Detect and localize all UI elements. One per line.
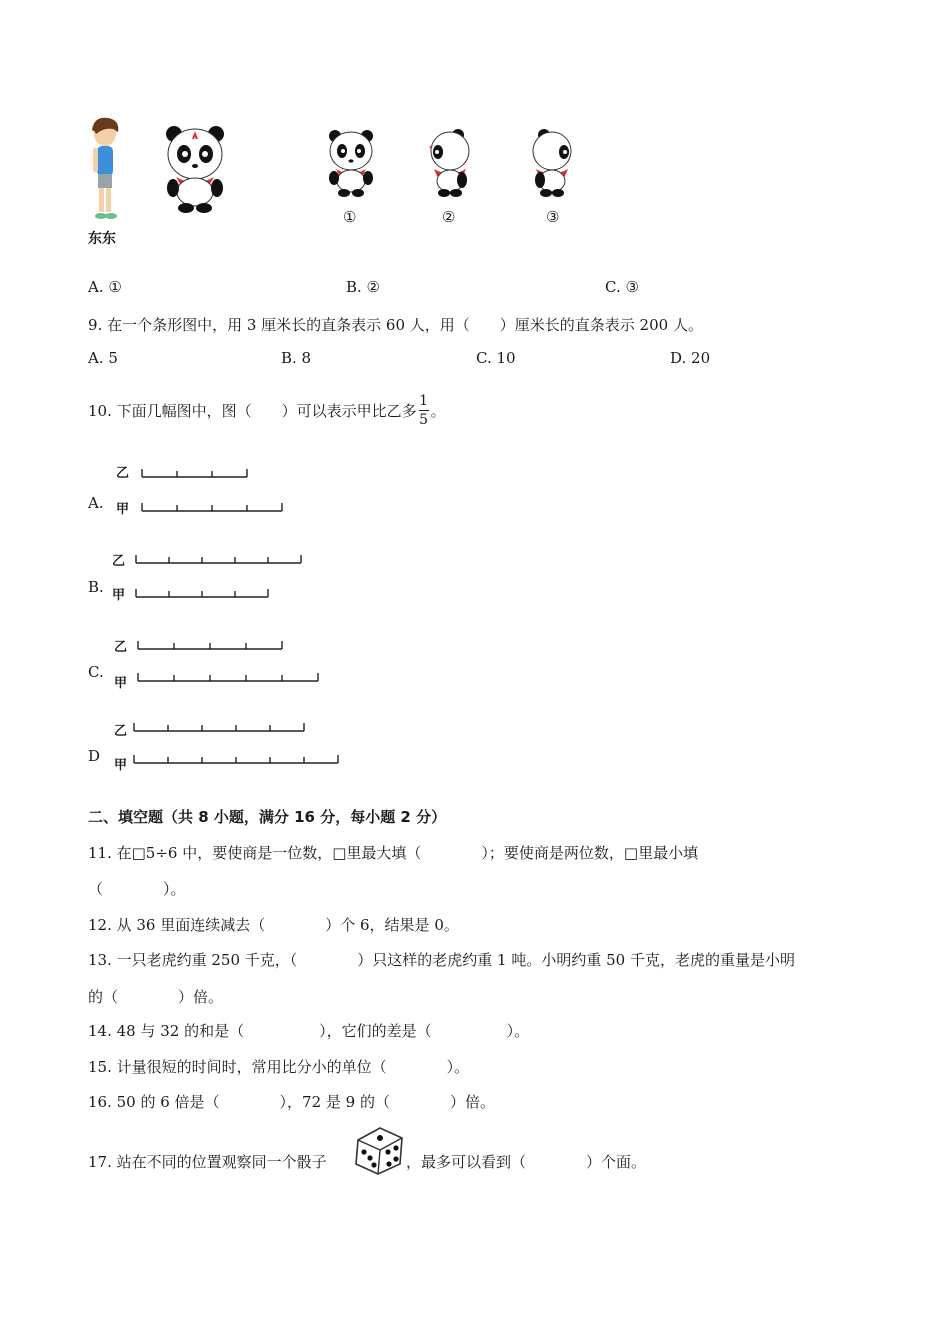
q8-option-c[interactable]: C. ③ xyxy=(605,278,639,296)
person-caption: 东东 xyxy=(88,231,116,247)
q12-question: 12. 从 36 里面连续减去（ ）个 6，结果是 0。 xyxy=(88,916,459,934)
q10-d-yi-label: 乙 xyxy=(114,724,128,739)
q9-option-b[interactable]: B. 8 xyxy=(281,349,312,367)
q10-a-jia-bar-group xyxy=(142,503,282,511)
q14-question: 14. 48 与 32 的和是（ ），它们的差是（ ）。 xyxy=(88,1022,530,1040)
q13-line-1: 13. 一只老虎约重 250 千克，（ ）只这样的老虎约重 1 吨。小明约重 50 千克，老虎的重量是小明 xyxy=(88,951,795,969)
q10-a-yi-bar-group xyxy=(142,469,247,477)
q10-a-jia-label: 甲 xyxy=(116,502,130,517)
q9-option-c[interactable]: C. 10 xyxy=(476,349,516,367)
q17-text-before: 17. 站在不同的位置观察同一个骰子 xyxy=(88,1153,327,1171)
q9-option-a[interactable]: A. 5 xyxy=(88,349,118,367)
q16-question: 16. 50 的 6 倍是（ ），72 是 9 的（ ）倍。 xyxy=(88,1093,495,1111)
q10-b-jia-bar xyxy=(134,586,284,600)
panda-view-3 xyxy=(528,126,578,198)
section-2-heading: 二、填空题（共 8 小题，满分 16 分，每小题 2 分） xyxy=(88,808,447,826)
q10-option-letter-c[interactable]: C. xyxy=(88,663,104,681)
view-label-1: ① xyxy=(343,208,357,226)
q10-b-yi-label: 乙 xyxy=(112,554,126,569)
q10-question xyxy=(88,394,446,427)
q10-c-jia-bar xyxy=(136,670,326,684)
q10-d-yi-bar xyxy=(132,720,312,734)
q10-c-yi-label: 乙 xyxy=(114,640,128,655)
q9-option-d[interactable]: D. 20 xyxy=(670,349,711,367)
boy-figure xyxy=(84,116,128,226)
q10-c-jia-bar-group xyxy=(138,673,318,681)
q10-b-yi-bar xyxy=(134,552,314,566)
q10-fraction xyxy=(419,394,429,427)
q10-a-yi-label: 乙 xyxy=(116,466,130,481)
view-label-2: ② xyxy=(442,208,456,226)
q10-option-letter-d[interactable]: D xyxy=(88,747,101,765)
panda-view-2 xyxy=(424,126,474,198)
q10-b-jia-bar-group xyxy=(136,589,268,597)
q17-question xyxy=(88,1151,327,1172)
q11-line-1: 11. 在□5÷6 中，要使商是一位数，□里最大填（ ）；要使商是两位数，□里最小填 xyxy=(88,844,699,862)
panda-front-large xyxy=(162,122,228,214)
q10-text-before: 10. 下面几幅图中，图（ ）可以表示甲比乙多 xyxy=(88,402,417,420)
q10-d-yi-bar-group xyxy=(134,723,304,731)
q8-option-a[interactable]: A. ① xyxy=(88,278,122,296)
q11-line-2: （ ）。 xyxy=(88,880,186,898)
q10-fraction-numerator: 1 xyxy=(419,393,429,409)
q10-c-jia-label: 甲 xyxy=(114,676,128,691)
fraction-bar xyxy=(419,410,429,411)
q10-d-jia-bar xyxy=(132,752,347,766)
q10-c-yi-bar-group xyxy=(138,641,282,649)
q15-question: 15. 计量很短的时间时，常用比分小的单位（ ）。 xyxy=(88,1058,470,1076)
q10-a-jia-bar xyxy=(140,500,300,514)
dice-icon xyxy=(352,1124,406,1176)
q10-text-after: 。 xyxy=(430,402,446,420)
q10-a-yi-bar xyxy=(140,466,260,480)
panda-view-1 xyxy=(325,126,377,198)
q8-option-b[interactable]: B. ② xyxy=(346,278,381,296)
view-label-3: ③ xyxy=(546,208,560,226)
q10-c-yi-bar xyxy=(136,638,296,652)
q9-question: 9. 在一个条形图中，用 3 厘米长的直条表示 60 人，用（ ）厘米长的直条表示 200 人。 xyxy=(88,316,703,334)
q10-b-yi-bar-group xyxy=(136,555,301,563)
q10-d-jia-bar-group xyxy=(134,755,338,763)
q10-b-jia-label: 甲 xyxy=(112,588,126,603)
q10-fraction-denominator: 5 xyxy=(419,412,429,428)
q13-line-2: 的（ ）倍。 xyxy=(88,988,224,1006)
q10-option-letter-b[interactable]: B. xyxy=(88,578,104,596)
q17-text-after: ，最多可以看到（ ）个面。 xyxy=(406,1153,647,1171)
q10-option-letter-a[interactable]: A. xyxy=(88,494,104,512)
q10-d-jia-label: 甲 xyxy=(114,758,128,773)
